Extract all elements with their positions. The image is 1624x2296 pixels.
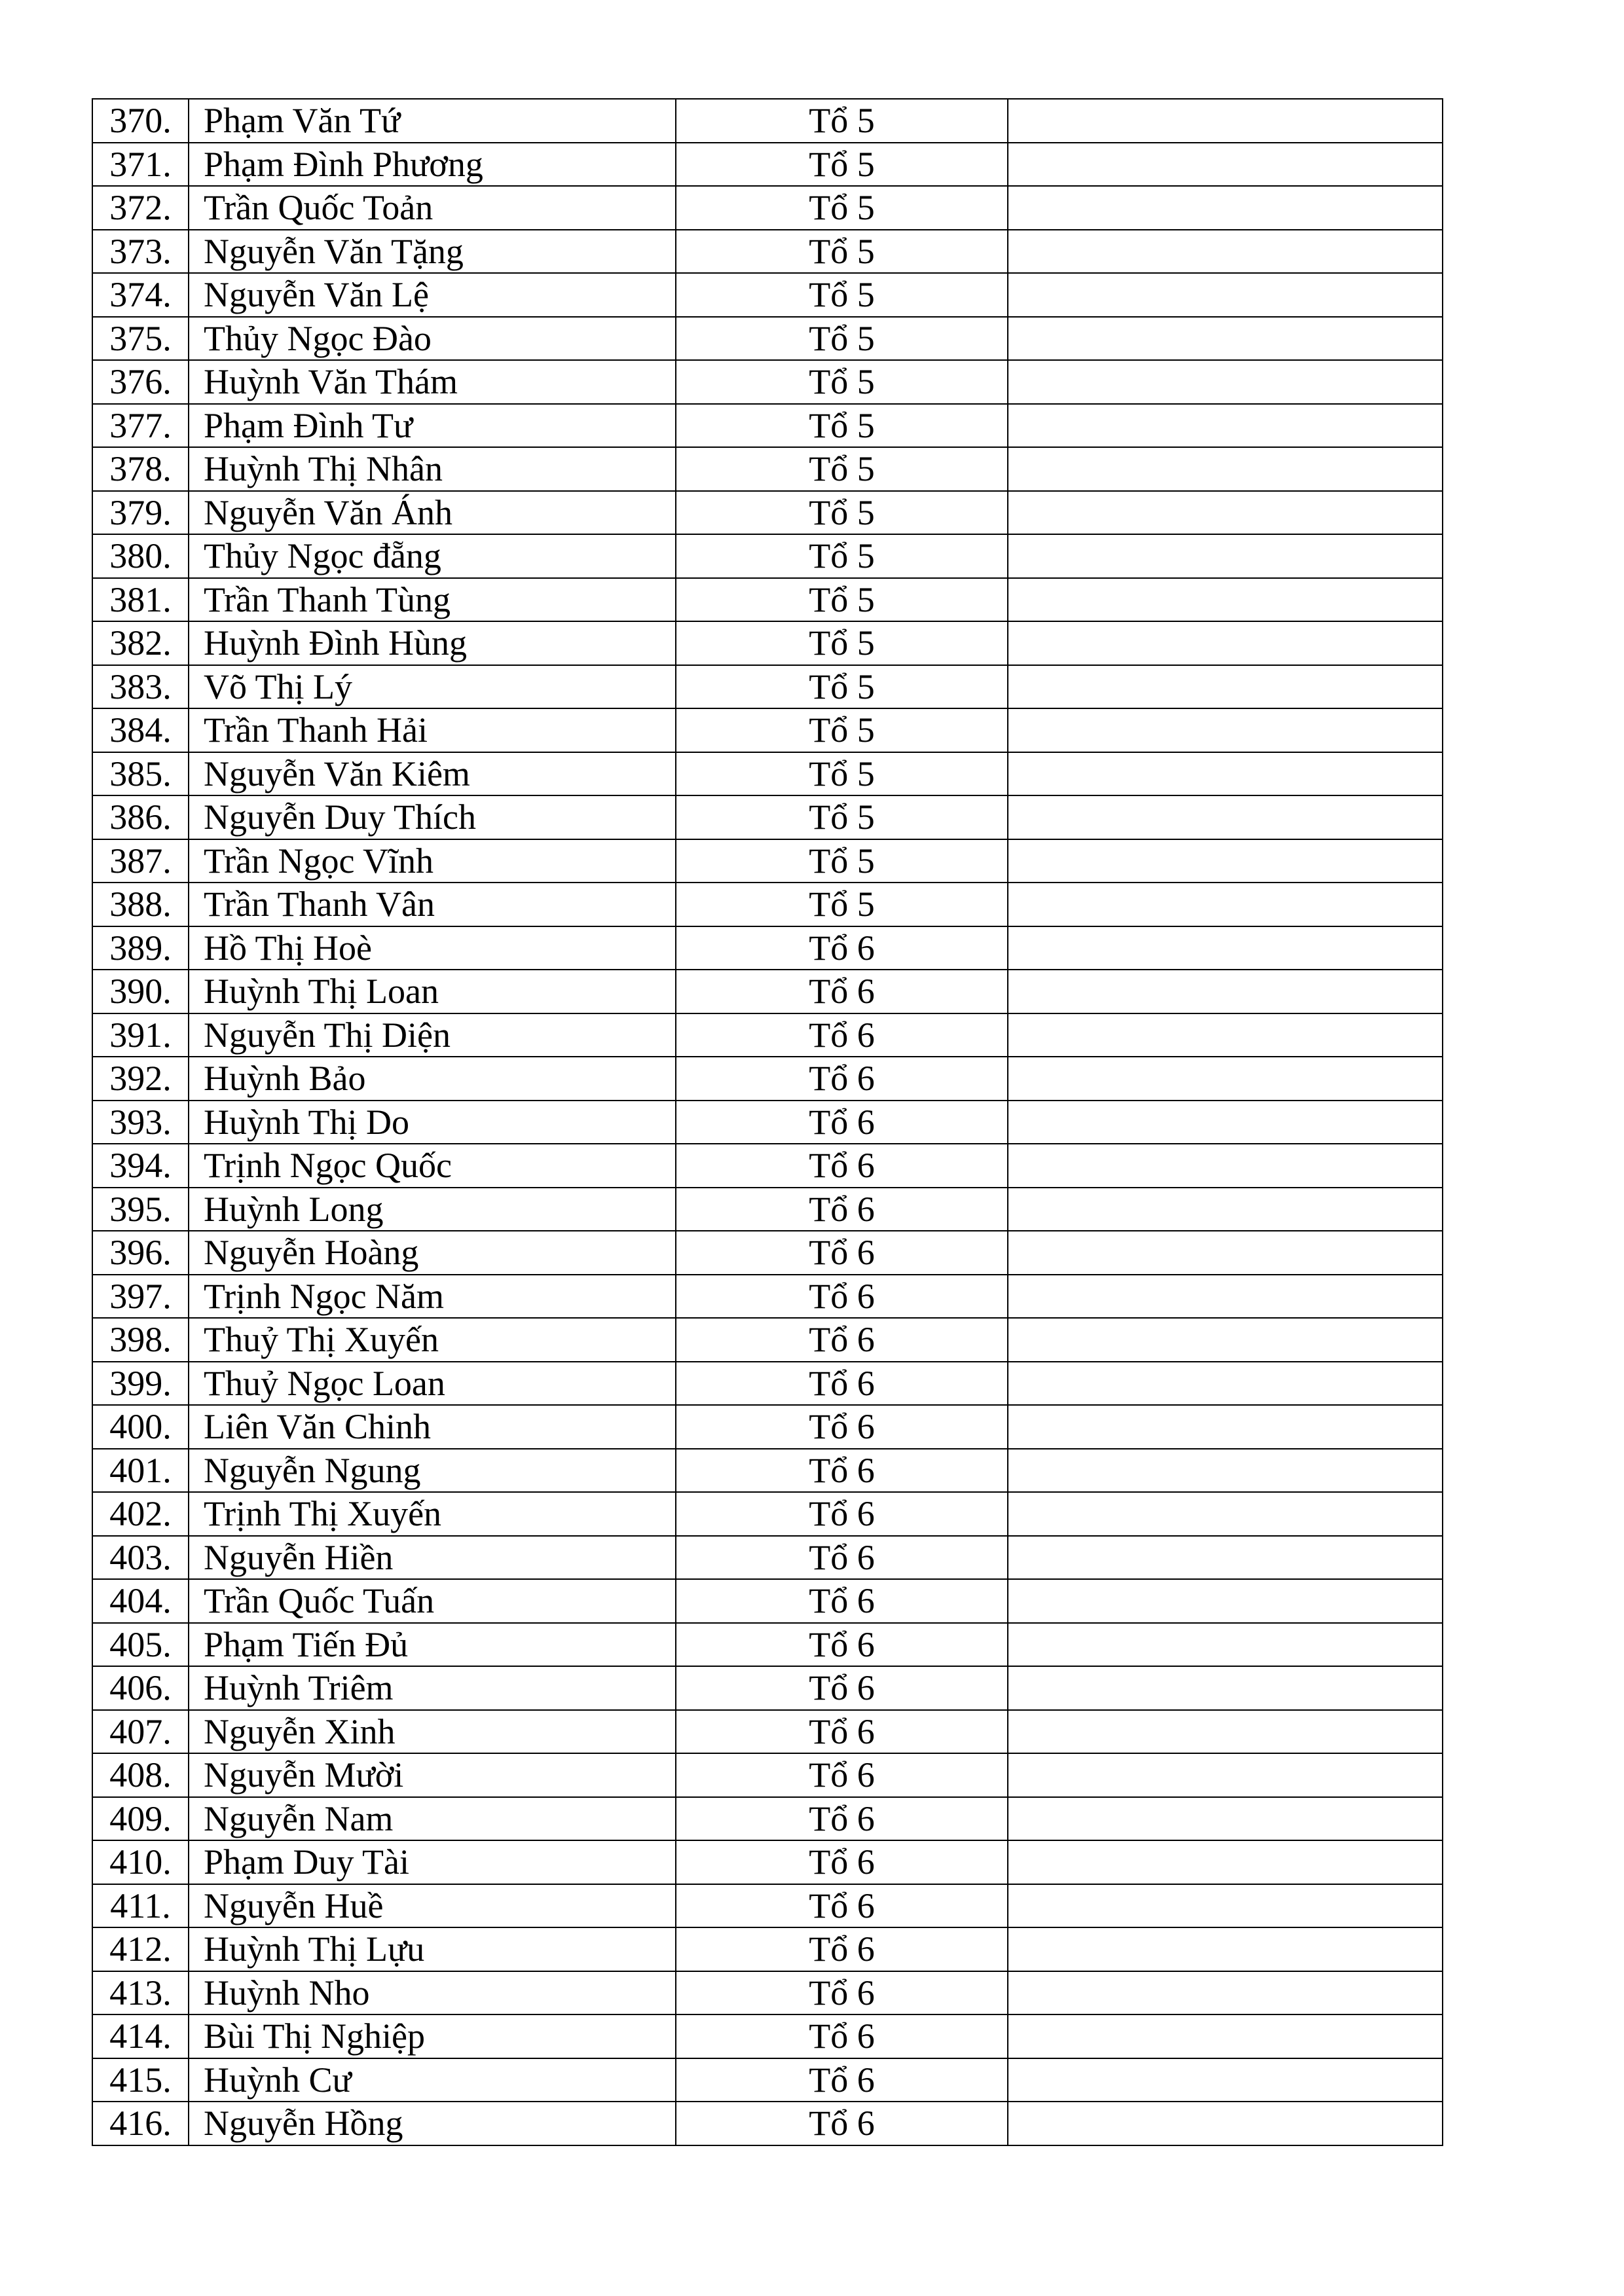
row-number-cell: 374.: [92, 273, 189, 317]
row-number-cell: 408.: [92, 1753, 189, 1797]
group-cell: Tổ 5: [676, 578, 1008, 622]
group-cell: Tổ 6: [676, 1666, 1008, 1710]
table-row: [92, 1405, 1443, 1449]
group-cell: Tổ 5: [676, 230, 1008, 274]
note-cell: [1008, 99, 1443, 143]
row-number-cell: 373.: [92, 230, 189, 274]
group-cell: Tổ 6: [676, 1710, 1008, 1754]
note-cell: [1008, 883, 1443, 926]
full-name-cell: Huỳnh Thị Lựu: [189, 1927, 676, 1971]
row-number-cell: 370.: [92, 99, 189, 143]
row-number-cell: 416.: [92, 2102, 189, 2145]
table-row: [92, 621, 1443, 665]
note-cell: [1008, 1101, 1443, 1144]
group-cell: Tổ 6: [676, 1927, 1008, 1971]
note-cell: [1008, 404, 1443, 448]
row-number-cell: 410.: [92, 1840, 189, 1884]
row-number-cell: 383.: [92, 665, 189, 709]
full-name-cell: Phạm Đình Tư: [189, 404, 676, 448]
note-cell: [1008, 1188, 1443, 1231]
table-row: [92, 273, 1443, 317]
full-name-cell: Bùi Thị Nghiệp: [189, 2014, 676, 2058]
row-number-cell: 394.: [92, 1144, 189, 1188]
full-name-cell: Nguyễn Hoàng: [189, 1231, 676, 1275]
table-row: [92, 970, 1443, 1013]
table-row: [92, 186, 1443, 230]
group-cell: Tổ 5: [676, 665, 1008, 709]
group-cell: Tổ 5: [676, 752, 1008, 796]
note-cell: [1008, 2014, 1443, 2058]
table-row: [92, 665, 1443, 709]
row-number-cell: 409.: [92, 1797, 189, 1841]
row-number-cell: 378.: [92, 447, 189, 491]
full-name-cell: Nguyễn Ngung: [189, 1449, 676, 1493]
note-cell: [1008, 970, 1443, 1013]
note-cell: [1008, 230, 1443, 274]
row-number-cell: 377.: [92, 404, 189, 448]
table-row: [92, 1971, 1443, 2015]
note-cell: [1008, 795, 1443, 839]
group-cell: Tổ 6: [676, 1188, 1008, 1231]
table-row: [92, 1449, 1443, 1493]
table-row: [92, 534, 1443, 578]
group-cell: Tổ 6: [676, 1231, 1008, 1275]
row-number-cell: 382.: [92, 621, 189, 665]
row-number-cell: 415.: [92, 2058, 189, 2102]
row-number-cell: 379.: [92, 491, 189, 535]
row-number-cell: 391.: [92, 1013, 189, 1057]
group-cell: Tổ 5: [676, 621, 1008, 665]
note-cell: [1008, 1449, 1443, 1493]
note-cell: [1008, 534, 1443, 578]
group-cell: Tổ 6: [676, 1101, 1008, 1144]
note-cell: [1008, 665, 1443, 709]
row-number-cell: 371.: [92, 143, 189, 187]
table-row: [92, 404, 1443, 448]
note-cell: [1008, 621, 1443, 665]
table-row: [92, 1231, 1443, 1275]
table-row: [92, 2058, 1443, 2102]
note-cell: [1008, 752, 1443, 796]
row-number-cell: 405.: [92, 1623, 189, 1667]
full-name-cell: Trần Ngọc Vĩnh: [189, 839, 676, 883]
table-row: [92, 1362, 1443, 1406]
table-row: [92, 360, 1443, 404]
full-name-cell: Trần Quốc Tuấn: [189, 1579, 676, 1623]
full-name-cell: Huỳnh Triêm: [189, 1666, 676, 1710]
row-number-cell: 404.: [92, 1579, 189, 1623]
member-list-table: [92, 98, 1443, 2146]
row-number-cell: 414.: [92, 2014, 189, 2058]
table-row: [92, 99, 1443, 143]
full-name-cell: Nguyễn Xinh: [189, 1710, 676, 1754]
table-row: [92, 1101, 1443, 1144]
full-name-cell: Phạm Văn Tứ: [189, 99, 676, 143]
table-row: [92, 491, 1443, 535]
group-cell: Tổ 5: [676, 360, 1008, 404]
group-cell: Tổ 6: [676, 1144, 1008, 1188]
row-number-cell: 395.: [92, 1188, 189, 1231]
full-name-cell: Huỳnh Đình Hùng: [189, 621, 676, 665]
table-row: [92, 1275, 1443, 1319]
group-cell: Tổ 6: [676, 1405, 1008, 1449]
table-row: [92, 578, 1443, 622]
row-number-cell: 397.: [92, 1275, 189, 1319]
row-number-cell: 401.: [92, 1449, 189, 1493]
row-number-cell: 396.: [92, 1231, 189, 1275]
table-row: [92, 1188, 1443, 1231]
full-name-cell: Nguyễn Văn Lệ: [189, 273, 676, 317]
group-cell: Tổ 6: [676, 2102, 1008, 2145]
table-row: [92, 1884, 1443, 1928]
note-cell: [1008, 1057, 1443, 1101]
note-cell: [1008, 926, 1443, 970]
group-cell: Tổ 6: [676, 2058, 1008, 2102]
group-cell: Tổ 6: [676, 1492, 1008, 1536]
group-cell: Tổ 6: [676, 1057, 1008, 1101]
table-row: [92, 1623, 1443, 1667]
table-row: [92, 1579, 1443, 1623]
note-cell: [1008, 1579, 1443, 1623]
note-cell: [1008, 708, 1443, 752]
note-cell: [1008, 143, 1443, 187]
row-number-cell: 403.: [92, 1536, 189, 1580]
group-cell: Tổ 5: [676, 143, 1008, 187]
table-row: [92, 1057, 1443, 1101]
note-cell: [1008, 1231, 1443, 1275]
note-cell: [1008, 1971, 1443, 2015]
group-cell: Tổ 5: [676, 708, 1008, 752]
group-cell: Tổ 6: [676, 2014, 1008, 2058]
table-row: [92, 708, 1443, 752]
group-cell: Tổ 6: [676, 1884, 1008, 1928]
row-number-cell: 376.: [92, 360, 189, 404]
row-number-cell: 381.: [92, 578, 189, 622]
row-number-cell: 411.: [92, 1884, 189, 1928]
full-name-cell: Nguyễn Huề: [189, 1884, 676, 1928]
note-cell: [1008, 1405, 1443, 1449]
group-cell: Tổ 6: [676, 1536, 1008, 1580]
group-cell: Tổ 6: [676, 1362, 1008, 1406]
table-row: [92, 2102, 1443, 2145]
group-cell: Tổ 5: [676, 317, 1008, 361]
full-name-cell: Thủy Ngọc đẵng: [189, 534, 676, 578]
row-number-cell: 388.: [92, 883, 189, 926]
full-name-cell: Thuỷ Thị Xuyến: [189, 1318, 676, 1362]
group-cell: Tổ 6: [676, 1840, 1008, 1884]
group-cell: Tổ 6: [676, 1275, 1008, 1319]
note-cell: [1008, 1927, 1443, 1971]
note-cell: [1008, 1666, 1443, 1710]
table-row: [92, 795, 1443, 839]
group-cell: Tổ 6: [676, 970, 1008, 1013]
full-name-cell: Huỳnh Văn Thám: [189, 360, 676, 404]
table-row: [92, 1144, 1443, 1188]
full-name-cell: Phạm Đình Phương: [189, 143, 676, 187]
note-cell: [1008, 1797, 1443, 1841]
group-cell: Tổ 6: [676, 1797, 1008, 1841]
full-name-cell: Liên Văn Chinh: [189, 1405, 676, 1449]
table-row: [92, 839, 1443, 883]
full-name-cell: Nguyễn Duy Thích: [189, 795, 676, 839]
group-cell: Tổ 5: [676, 273, 1008, 317]
group-cell: Tổ 6: [676, 1579, 1008, 1623]
full-name-cell: Nguyễn Thị Diện: [189, 1013, 676, 1057]
note-cell: [1008, 360, 1443, 404]
note-cell: [1008, 273, 1443, 317]
table-row: [92, 1492, 1443, 1536]
full-name-cell: Võ Thị Lý: [189, 665, 676, 709]
note-cell: [1008, 1318, 1443, 1362]
group-cell: Tổ 6: [676, 1623, 1008, 1667]
full-name-cell: Nguyễn Hiền: [189, 1536, 676, 1580]
row-number-cell: 400.: [92, 1405, 189, 1449]
full-name-cell: Nguyễn Văn Kiêm: [189, 752, 676, 796]
full-name-cell: Trịnh Ngọc Năm: [189, 1275, 676, 1319]
note-cell: [1008, 491, 1443, 535]
note-cell: [1008, 1753, 1443, 1797]
table-row: [92, 1927, 1443, 1971]
note-cell: [1008, 1710, 1443, 1754]
row-number-cell: 372.: [92, 186, 189, 230]
row-number-cell: 375.: [92, 317, 189, 361]
table-row: [92, 1710, 1443, 1754]
full-name-cell: Hồ Thị Hoè: [189, 926, 676, 970]
table-row: [92, 1840, 1443, 1884]
group-cell: Tổ 5: [676, 839, 1008, 883]
table-row: [92, 2014, 1443, 2058]
full-name-cell: Trịnh Thị Xuyến: [189, 1492, 676, 1536]
full-name-cell: Trần Thanh Hải: [189, 708, 676, 752]
group-cell: Tổ 6: [676, 1318, 1008, 1362]
full-name-cell: Huỳnh Thị Loan: [189, 970, 676, 1013]
group-cell: Tổ 5: [676, 883, 1008, 926]
full-name-cell: Huỳnh Nho: [189, 1971, 676, 2015]
full-name-cell: Trần Thanh Tùng: [189, 578, 676, 622]
row-number-cell: 402.: [92, 1492, 189, 1536]
table-row: [92, 1318, 1443, 1362]
table-row: [92, 1666, 1443, 1710]
full-name-cell: Nguyễn Văn Ánh: [189, 491, 676, 535]
table-row: [92, 143, 1443, 187]
note-cell: [1008, 447, 1443, 491]
table-row: [92, 1013, 1443, 1057]
table-row: [92, 926, 1443, 970]
row-number-cell: 392.: [92, 1057, 189, 1101]
row-number-cell: 399.: [92, 1362, 189, 1406]
row-number-cell: 407.: [92, 1710, 189, 1754]
group-cell: Tổ 5: [676, 795, 1008, 839]
row-number-cell: 384.: [92, 708, 189, 752]
row-number-cell: 380.: [92, 534, 189, 578]
row-number-cell: 390.: [92, 970, 189, 1013]
row-number-cell: 413.: [92, 1971, 189, 2015]
full-name-cell: Huỳnh Long: [189, 1188, 676, 1231]
row-number-cell: 385.: [92, 752, 189, 796]
group-cell: Tổ 5: [676, 534, 1008, 578]
note-cell: [1008, 1013, 1443, 1057]
table-row: [92, 230, 1443, 274]
full-name-cell: Phạm Duy Tài: [189, 1840, 676, 1884]
note-cell: [1008, 1144, 1443, 1188]
row-number-cell: 389.: [92, 926, 189, 970]
row-number-cell: 387.: [92, 839, 189, 883]
group-cell: Tổ 5: [676, 99, 1008, 143]
row-number-cell: 406.: [92, 1666, 189, 1710]
table-row: [92, 1797, 1443, 1841]
group-cell: Tổ 6: [676, 1449, 1008, 1493]
full-name-cell: Thủy Ngọc Đào: [189, 317, 676, 361]
full-name-cell: Huỳnh Cư: [189, 2058, 676, 2102]
note-cell: [1008, 2058, 1443, 2102]
note-cell: [1008, 317, 1443, 361]
group-cell: Tổ 5: [676, 186, 1008, 230]
note-cell: [1008, 839, 1443, 883]
full-name-cell: Trịnh Ngọc Quốc: [189, 1144, 676, 1188]
note-cell: [1008, 186, 1443, 230]
note-cell: [1008, 1492, 1443, 1536]
group-cell: Tổ 5: [676, 404, 1008, 448]
table-row: [92, 883, 1443, 926]
group-cell: Tổ 5: [676, 447, 1008, 491]
full-name-cell: Trần Thanh Vân: [189, 883, 676, 926]
full-name-cell: Nguyễn Văn Tặng: [189, 230, 676, 274]
group-cell: Tổ 6: [676, 1753, 1008, 1797]
note-cell: [1008, 2102, 1443, 2145]
row-number-cell: 393.: [92, 1101, 189, 1144]
note-cell: [1008, 1362, 1443, 1406]
table-body: [92, 99, 1443, 2145]
table-row: [92, 1536, 1443, 1580]
full-name-cell: Nguyễn Hồng: [189, 2102, 676, 2145]
table-row: [92, 752, 1443, 796]
note-cell: [1008, 1536, 1443, 1580]
note-cell: [1008, 1275, 1443, 1319]
full-name-cell: Huỳnh Thị Nhân: [189, 447, 676, 491]
full-name-cell: Phạm Tiến Đủ: [189, 1623, 676, 1667]
full-name-cell: Huỳnh Thị Do: [189, 1101, 676, 1144]
group-cell: Tổ 5: [676, 491, 1008, 535]
note-cell: [1008, 578, 1443, 622]
group-cell: Tổ 6: [676, 926, 1008, 970]
row-number-cell: 412.: [92, 1927, 189, 1971]
note-cell: [1008, 1623, 1443, 1667]
full-name-cell: Nguyễn Nam: [189, 1797, 676, 1841]
row-number-cell: 386.: [92, 795, 189, 839]
full-name-cell: Nguyễn Mười: [189, 1753, 676, 1797]
note-cell: [1008, 1884, 1443, 1928]
group-cell: Tổ 6: [676, 1971, 1008, 2015]
table-row: [92, 447, 1443, 491]
group-cell: Tổ 6: [676, 1013, 1008, 1057]
row-number-cell: 398.: [92, 1318, 189, 1362]
table-row: [92, 1753, 1443, 1797]
full-name-cell: Trần Quốc Toản: [189, 186, 676, 230]
table-row: [92, 317, 1443, 361]
note-cell: [1008, 1840, 1443, 1884]
full-name-cell: Thuỷ Ngọc Loan: [189, 1362, 676, 1406]
full-name-cell: Huỳnh Bảo: [189, 1057, 676, 1101]
